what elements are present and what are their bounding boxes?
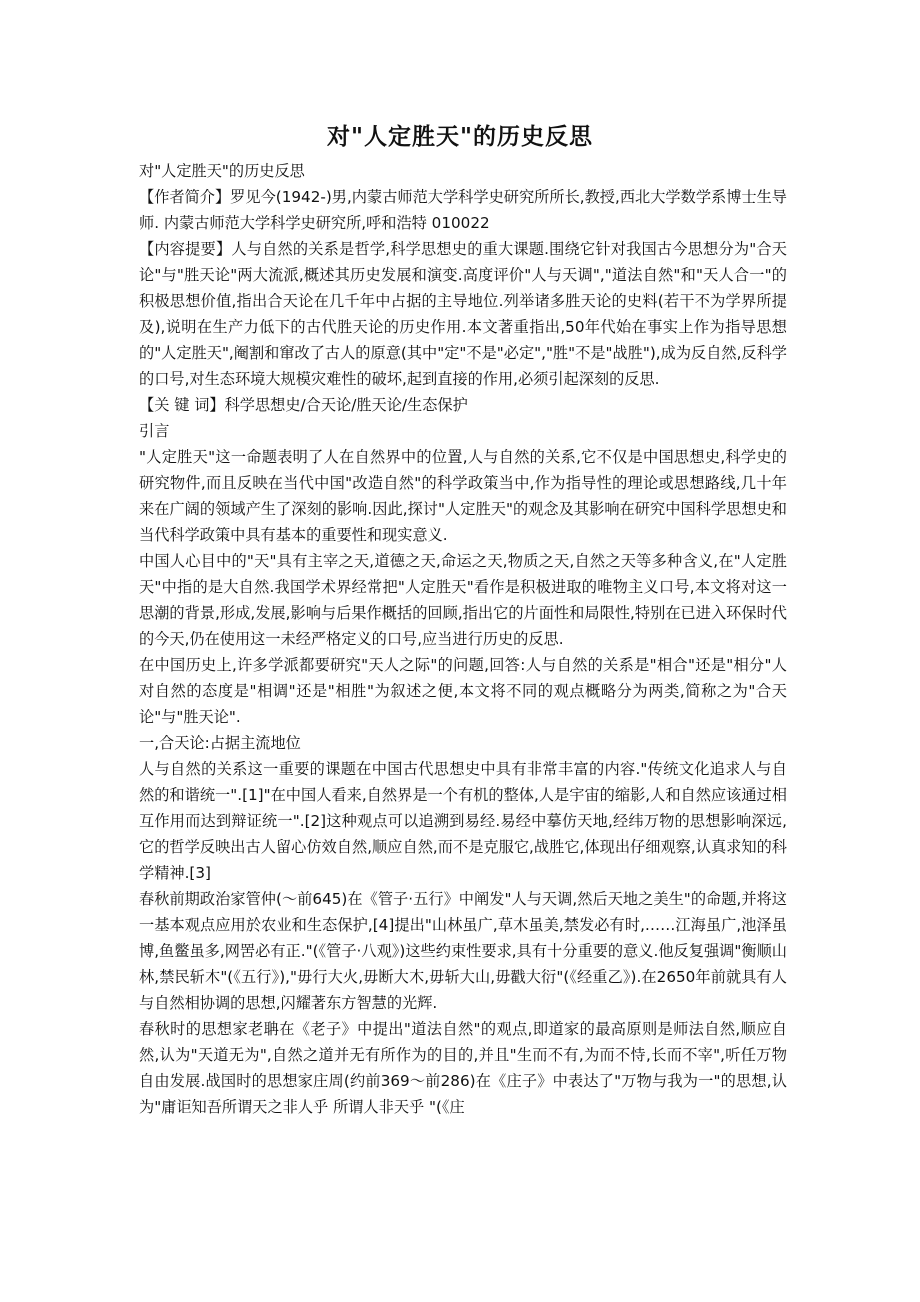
paragraph: 春秋前期政治家管仲(～前645)在《管子·五行》中阐发"人与天调,然后天地之美生"的命题,并将这一基本观点应用於农业和生态保护,[4]提出"山林虽广,草木虽美,禁发必有时,……江海虽广,池泽虽博,鱼鳖虽多,网罟必有正."(《管子·八观》)这些约束性要求,具有十分重要的意义.他反复强调"衡顺山林,禁民斩木"(《五行》),"毋行大火,毋断大木,毋斩大山,毋戳大衍"(《经重乙》).在2650年前就具有人与自然相协调的思想,闪耀著东方智慧的光辉. — [139, 890, 787, 1012]
abstract: 【内容提要】人与自然的关系是哲学,科学思想史的重大课题.围绕它针对我国古今思想分为"合天论"与"胜天论"两大流派,概述其历史发展和演变.高度评价"人与天调","道法自然"和"天人合一"的积极思想价值,指出合天论在几千年中占据的主导地位.列举诸多胜天论的史料(若干不为学界所提及),说明在生产力低下的古代胜天论的历史作用.本文著重指出,50年代始在事实上作为指导思想的"人定胜天",阉割和窜改了古人的原意(其中"定"不是"必定","胜"不是"战胜"),成为反自然,反科学的口号,对生态环境大规模灾难性的破坏,起到直接的作用,必须引起深刻的反思. — [139, 240, 787, 388]
section-heading-intro: 引言 — [139, 422, 170, 440]
author-bio: 【作者简介】罗见今(1942-)男,内蒙古师范大学科学史研究所所长,教授,西北大学数学系博士生导师. 内蒙古师范大学科学史研究所,呼和浩特 010022 — [139, 188, 787, 232]
paragraph: 在中国历史上,许多学派都要研究"天人之际"的问题,回答:人与自然的关系是"相合"还是"相分"人对自然的态度是"相调"还是"相胜"为叙述之便,本文将不同的观点概略分为两类,简称之为"合天论"与"胜天论". — [139, 656, 787, 726]
document-title: 对"人定胜天"的历史反思 — [327, 123, 593, 150]
paragraph: 人与自然的关系这一重要的课题在中国古代思想史中具有非常丰富的内容."传统文化追求人与自然的和谐统一".[1]"在中国人看来,自然界是一个有机的整体,人是宇宙的缩影,人和自然应该通过相互作用而达到辩证统一".[2]这种观点可以追溯到易经.易经中摹仿天地,经纬万物的思想影响深远,它的哲学反映出古人留心仿效自然,顺应自然,而不是克服它,战胜它,体现出仔细观察,认真求知的科学精神.[3] — [139, 760, 787, 882]
paragraph: 中国人心目中的"天"具有主宰之天,道德之天,命运之天,物质之天,自然之天等多种含义,在"人定胜天"中指的是大自然.我国学术界经常把"人定胜天"看作是积极进取的唯物主义口号,本文将对这一思潮的背景,形成,发展,影响与后果作概括的回顾,指出它的片面性和局限性,特别在已进入环保时代的今天,仍在使用这一未经严格定义的口号,应当进行历史的反思. — [139, 552, 787, 648]
document-body — [139, 158, 787, 1120]
paragraph: "人定胜天"这一命题表明了人在自然界中的位置,人与自然的关系,它不仅是中国思想史,科学史的研究物件,而且反映在当代中国"改造自然"的科学政策当中,作为指导性的理论或思想路线,几十年来在广阔的领域产生了深刻的影响.因此,探讨"人定胜天"的观念及其影响在研究中国科学思想史和当代科学政策中具有基本的重要性和现实意义. — [139, 448, 787, 544]
subtitle-line: 对"人定胜天"的历史反思 — [139, 162, 305, 180]
section-heading-1: 一,合天论:占据主流地位 — [139, 734, 301, 752]
keywords: 【关 键 词】科学思想史/合天论/胜天论/生态保护 — [139, 396, 468, 414]
paragraph: 春秋时的思想家老聃在《老子》中提出"道法自然"的观点,即道家的最高原则是师法自然,顺应自然,认为"天道无为",自然之道并无有所作为的目的,并且"生而不有,为而不恃,长而不宰",听任万物自由发展.战国时的思想家庄周(约前369～前286)在《庄子》中表达了"万物与我为一"的思想,认为"庸讵知吾所谓天之非人乎 所谓人非天乎 "(《庄 — [139, 1020, 787, 1116]
